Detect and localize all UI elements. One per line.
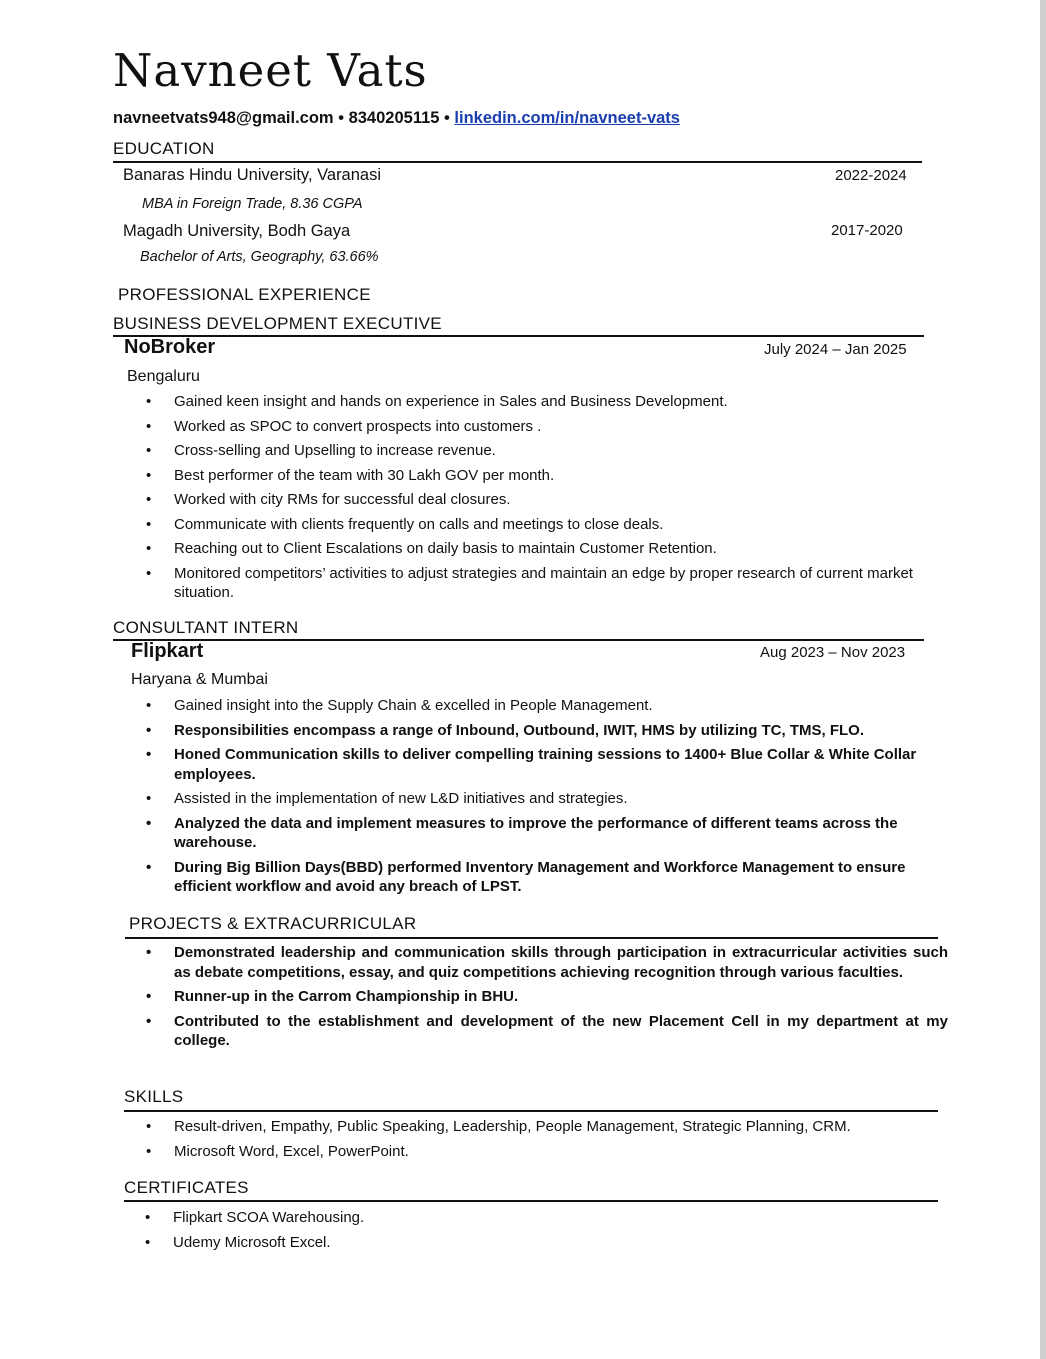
- projects-bullets: [146, 943, 948, 1051]
- job-location: Bengaluru: [127, 368, 200, 385]
- contact-line: [113, 109, 680, 128]
- list-item: • Worked as SPOC to convert prospects into customers .: [146, 417, 946, 437]
- email[interactable]: navneetvats948@gmail.com: [113, 109, 334, 127]
- projects-divider: [125, 937, 938, 939]
- experience-heading: PROFESSIONAL EXPERIENCE: [118, 285, 371, 304]
- certificates-heading: CERTIFICATES: [124, 1178, 249, 1197]
- resume-name: Navneet Vats: [113, 44, 428, 97]
- job-location: Haryana & Mumbai: [131, 671, 268, 688]
- list-item: • Gained insight into the Supply Chain & excelled in People Management.: [146, 696, 946, 716]
- separator: •: [338, 109, 344, 127]
- job-dates: July 2024 – Jan 2025: [764, 341, 907, 358]
- list-item: • Contributed to the establishment and development of the new Placement Cell in my department at my college.: [146, 1012, 948, 1051]
- phone: 8340205115: [348, 109, 440, 127]
- education-dates: 2017-2020: [831, 222, 903, 239]
- education-heading: EDUCATION: [113, 139, 215, 158]
- list-item: • Responsibilities encompass a range of Inbound, Outbound, IWIT, HMS by utilizing TC, TMS, FLO.: [146, 721, 946, 741]
- job-divider: [113, 335, 924, 337]
- list-item: • Gained keen insight and hands on experience in Sales and Business Development.: [146, 392, 946, 412]
- company-name: Flipkart: [131, 640, 204, 662]
- job-title: BUSINESS DEVELOPMENT EXECUTIVE: [113, 314, 442, 333]
- skills-heading: SKILLS: [124, 1087, 184, 1106]
- skills-divider: [124, 1110, 938, 1112]
- linkedin-link[interactable]: linkedin.com/in/navneet-vats: [454, 109, 680, 127]
- education-degree: MBA in Foreign Trade, 8.36 CGPA: [142, 196, 363, 212]
- separator: •: [444, 109, 450, 127]
- job-bullets: [146, 392, 946, 603]
- certificates-divider: [124, 1200, 938, 1202]
- education-school: Magadh University, Bodh Gaya: [123, 222, 351, 240]
- list-item: • Best performer of the team with 30 Lakh GOV per month.: [146, 466, 946, 486]
- list-item: • Microsoft Word, Excel, PowerPoint.: [146, 1142, 946, 1162]
- list-item: • Worked with city RMs for successful deal closures.: [146, 490, 946, 510]
- list-item: • Monitored competitors’ activities to adjust strategies and maintain an edge by proper research of current market situation.: [146, 564, 946, 603]
- projects-heading: PROJECTS & EXTRACURRICULAR: [129, 914, 417, 933]
- job-title: CONSULTANT INTERN: [113, 618, 299, 637]
- company-name: NoBroker: [124, 336, 216, 358]
- list-item: • Flipkart SCOA Warehousing.: [145, 1208, 945, 1228]
- list-item: • Demonstrated leadership and communication skills through participation in extracurricular activities such as debate competitions, essay, and quiz competitions achieving recognition through various faculties.: [146, 943, 948, 982]
- list-item: • During Big Billion Days(BBD) performed Inventory Management and Workforce Management to ensure efficient workflow and avoid any breach of LPST.: [146, 858, 946, 897]
- list-item: • Honed Communication skills to deliver compelling training sessions to 1400+ Blue Collar & White Collar employees.: [146, 745, 946, 784]
- list-item: • Result-driven, Empathy, Public Speaking, Leadership, People Management, Strategic Planning, CRM.: [146, 1117, 946, 1137]
- skills-bullets: [146, 1117, 946, 1161]
- list-item: • Analyzed the data and implement measures to improve the performance of different teams across the warehouse.: [146, 814, 946, 853]
- list-item: • Assisted in the implementation of new L&D initiatives and strategies.: [146, 789, 946, 809]
- job-dates: Aug 2023 – Nov 2023: [760, 644, 906, 661]
- list-item: • Reaching out to Client Escalations on daily basis to maintain Customer Retention.: [146, 539, 946, 559]
- page-edge: [1040, 0, 1046, 1359]
- job-divider: [113, 639, 924, 641]
- list-item: • Communicate with clients frequently on calls and meetings to close deals.: [146, 515, 946, 535]
- education-degree: Bachelor of Arts, Geography, 63.66%: [140, 249, 379, 265]
- list-item: • Runner-up in the Carrom Championship in BHU.: [146, 987, 948, 1007]
- job-bullets: [146, 696, 946, 897]
- list-item: • Cross-selling and Upselling to increase revenue.: [146, 441, 946, 461]
- education-divider: [113, 161, 922, 163]
- education-dates: 2022-2024: [835, 167, 907, 184]
- education-school: Banaras Hindu University, Varanasi: [123, 166, 382, 184]
- list-item: • Udemy Microsoft Excel.: [145, 1233, 945, 1253]
- certificates-bullets: [145, 1208, 945, 1252]
